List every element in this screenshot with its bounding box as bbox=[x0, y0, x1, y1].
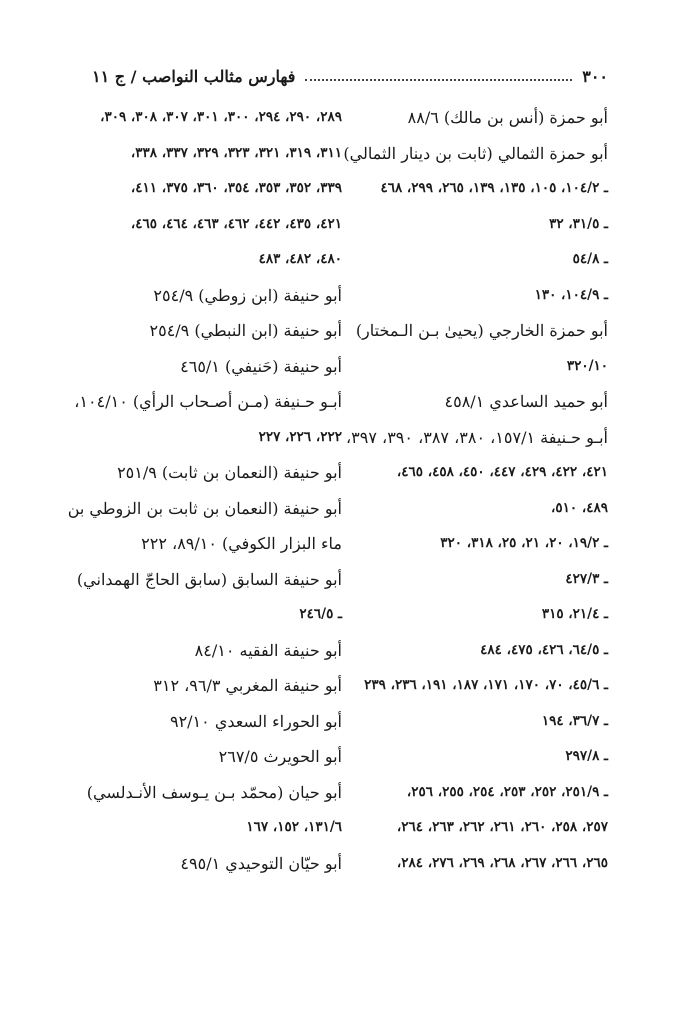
index-page-refs-line: ٤٨٩، ٥١٠، bbox=[551, 499, 608, 516]
index-entry-line: أبو حنيفة (حَنيفي) ٤٦٥/١ bbox=[180, 356, 342, 376]
index-page-refs-line: ١٣١/٦، ١٥٢، ١٦٧ bbox=[246, 819, 342, 835]
index-page-refs-line: ـ ٦٤/٥، ٤٢٦، ٤٧٥، ٤٨٤ bbox=[480, 641, 608, 658]
index-page-refs-line: ـ ٣٦/٧، ١٩٤ bbox=[541, 712, 608, 729]
index-entry-line: أبو حيّان التوحيدي ٤٩٥/١ bbox=[180, 853, 342, 873]
index-page-refs-line: ـ ١٠٤/٩، ١٣٠ bbox=[534, 286, 608, 303]
index-page-refs-line: ـ ٢٥١/٩، ٢٥٢، ٢٥٣، ٢٥٤، ٢٥٥، ٢٥٦، bbox=[406, 783, 608, 800]
index-entry-line: أبـو حـنيفة (مـن أصـحاب الرأي) ١٠٤/١٠، bbox=[74, 392, 342, 411]
index-entry-line: أبو حمزة (أنس بن مالك) ٨٨/٦ bbox=[407, 108, 608, 127]
index-entry-line: أبو حميد الساعدي ٤٥٨/١ bbox=[444, 392, 608, 411]
index-page-refs-line: ٢٢٢، ٢٢٦، ٢٢٧ bbox=[258, 428, 342, 445]
index-page-refs-line: ـ ٢١/٤، ٣١٥ bbox=[541, 606, 608, 622]
index-page-refs-line: ـ ٢٤٦/٥ bbox=[299, 606, 342, 622]
index-entry-line: أبو حنيفة الفقيه ٨٤/١٠ bbox=[194, 640, 342, 660]
index-entry-line: أبو حمزة الخارجي (يحيىٰ بـن الـمختار) bbox=[355, 321, 608, 340]
index-page-refs-line: ـ ١٠٤/٢، ١٠٥، ١٣٥، ١٣٩، ٢٦٥، ٢٩٩، ٤٦٨ bbox=[380, 180, 608, 196]
index-entry-line: أبو حنيفة السابق (سابق الحاجّ الهمداني) bbox=[76, 569, 342, 589]
index-page-refs-line: ٢٥٧، ٢٥٨، ٢٦٠، ٢٦١، ٢٦٢، ٢٦٣، ٢٦٤، bbox=[396, 819, 608, 835]
index-entry-line: ماء البزار الكوفي) ٨٩/١٠، ٢٢٢ bbox=[141, 534, 342, 553]
index-page-refs-line: ٣١١، ٣١٩، ٣٢١، ٣٢٣، ٣٢٩، ٣٣٧، ٣٣٨، bbox=[130, 144, 342, 161]
index-page-refs-line: ـ ٤٥/٦، ٧٠، ١٧٠، ١٧١، ١٨٧، ١٩١، ٢٣٦، ٢٣٩ bbox=[364, 677, 608, 693]
index-page-refs-line: ٢٦٥، ٢٦٦، ٢٦٧، ٢٦٨، ٢٦٩، ٢٧٦، ٢٨٤، bbox=[396, 854, 608, 871]
index-page-refs-line: ٣٢٠/١٠ bbox=[566, 357, 608, 374]
index-page-refs-line: ٢٨٩، ٢٩٠، ٢٩٤، ٣٠٠، ٣٠١، ٣٠٧، ٣٠٨، ٣٠٩، bbox=[100, 109, 342, 125]
index-entry-line: أبو حنيفة (ابن زوطي) ٢٥٤/٩ bbox=[153, 285, 342, 305]
index-entry-line: أبو حيان (محمّد بـن يـوسف الأنـدلسي) bbox=[86, 782, 342, 802]
index-entry-line: أبو حنيفة (ابن النبطي) ٢٥٤/٩ bbox=[149, 321, 342, 340]
index-page-refs-line: ٤٨٠، ٤٨٢، ٤٨٣ bbox=[258, 251, 342, 267]
index-page-refs-line: ٤٢١، ٤٣٥، ٤٤٢، ٤٦٢، ٤٦٣، ٤٦٤، ٤٦٥، bbox=[130, 215, 342, 232]
index-entry-line: أبو حنيفة المغربي ٩٦/٣، ٣١٢ bbox=[153, 676, 342, 695]
index-page-refs-line: ٤٢١، ٤٢٢، ٤٢٩، ٤٤٧، ٤٥٠، ٤٥٨، ٤٦٥، bbox=[396, 464, 608, 480]
index-entry-line: أبـو حـنيفة ١٥٧/١، ٣٨٠، ٣٨٧، ٣٩٠، ٣٩٧، bbox=[346, 427, 608, 447]
index-page-refs-line: ـ ٥٤/٨ bbox=[572, 251, 608, 267]
running-title: فهارس مثالب النواصب / ج ١١ bbox=[92, 67, 296, 86]
index-entry-line: أبو حمزة الثمالي (ثابت بن دينار الثمالي) bbox=[343, 143, 608, 163]
index-entry-line: أبو حنيفة (النعمان بن ثابت بن الزوطي بن bbox=[67, 498, 342, 518]
index-page-refs-line: ـ ١٩/٢، ٢٠، ٢١، ٢٥، ٣١٨، ٣٢٠ bbox=[440, 535, 608, 551]
index-page-refs-line: ٣٣٩، ٣٥٢، ٣٥٣، ٣٥٤، ٣٦٠، ٣٧٥، ٤١١، bbox=[130, 180, 342, 196]
index-page-refs-line: ـ ٣١/٥، ٣٢ bbox=[549, 215, 608, 232]
index-entry-line: أبو حنيفة (النعمان بن ثابت) ٢٥١/٩ bbox=[117, 463, 342, 482]
page-number: ٣٠٠ bbox=[582, 67, 608, 86]
index-column-left bbox=[67, 100, 342, 881]
page-header bbox=[92, 58, 608, 86]
index-entry-line: أبو الحوراء السعدي ٩٢/١٠ bbox=[169, 711, 342, 731]
index-column-right bbox=[343, 100, 608, 881]
index-page-refs-line: ـ ٢٩٧/٨ bbox=[565, 748, 608, 764]
header-dotted-leader bbox=[305, 79, 572, 81]
index-page-refs-line: ـ ٤٢٧/٣ bbox=[565, 570, 608, 587]
index-entry-line: أبو الحويرث ٢٦٧/٥ bbox=[218, 747, 342, 766]
